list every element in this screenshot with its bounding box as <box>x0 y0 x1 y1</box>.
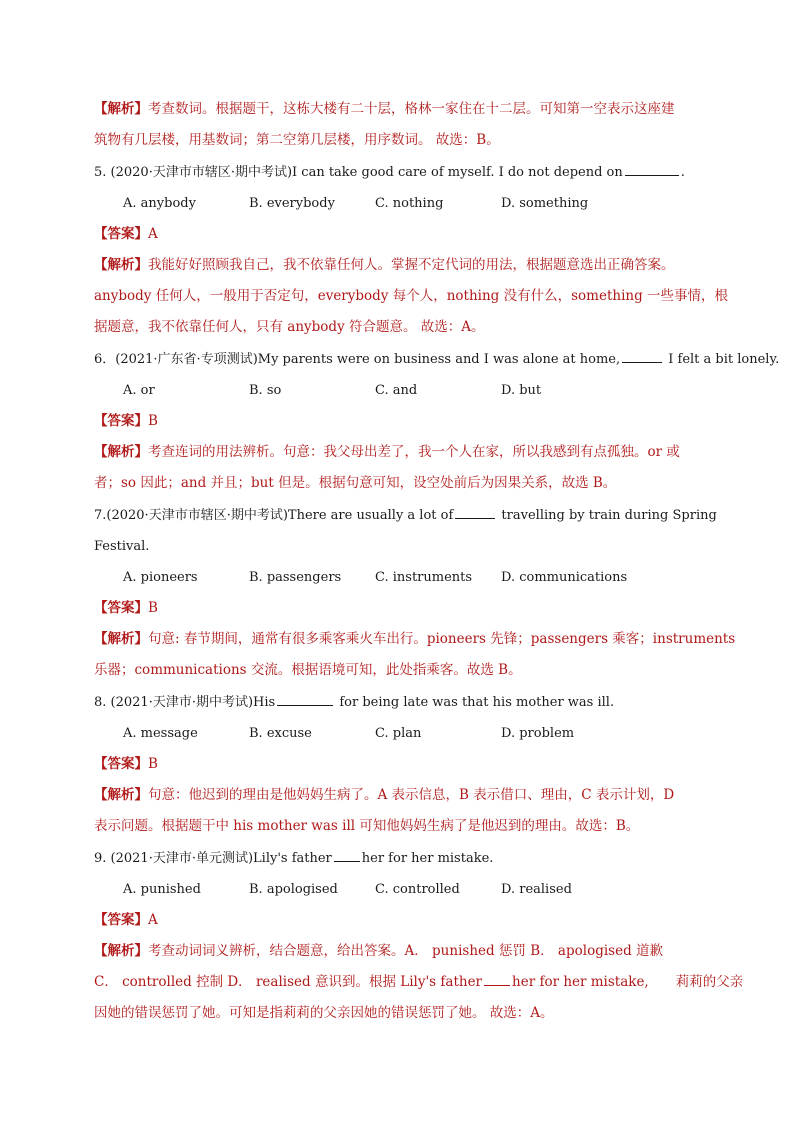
stem-text: I felt a bit lonely. <box>664 352 780 367</box>
analysis-label: 【解析】 <box>94 444 148 460</box>
option-a: A. punished <box>123 882 201 897</box>
option-b: B. apologised <box>249 882 338 897</box>
answer-value: B <box>148 600 158 616</box>
question-5-options <box>123 188 683 219</box>
option-d: D. something <box>501 196 589 211</box>
question-7-stem <box>94 500 717 562</box>
analysis-text: 考查动词词义辨析，结合题意，给出答案。A． punished 惩罚 B． apologised 道歉 <box>148 943 664 959</box>
question-7-options <box>123 562 683 593</box>
option-a: A. anybody <box>123 196 196 211</box>
question-9-answer <box>94 905 700 936</box>
stem-text: for being late was that his mother was ill. <box>335 695 615 710</box>
question-8-options <box>123 718 683 749</box>
answer-blank <box>277 691 333 706</box>
question-5-stem <box>94 157 700 188</box>
answer-label: 【答案】 <box>94 226 148 242</box>
answer-label: 【答案】 <box>94 912 148 928</box>
analysis-text: C． controlled 控制 D． realised 意识到。根据 Lily's father <box>94 974 483 990</box>
question-6-options <box>123 375 683 406</box>
analysis-text: 因她的错误惩罚了她。可知是指莉莉的父亲因她的错误惩罚了她。 故选：A。 <box>94 1005 554 1021</box>
answer-value: A <box>148 226 158 242</box>
analysis-text: 句意：他迟到的理由是他妈妈生病了。A 表示信息，B 表示借口、理由，C 表示计划，D <box>148 787 675 803</box>
option-c: C. instruments <box>375 570 473 585</box>
option-c: C. plan <box>375 726 422 741</box>
answer-blank <box>622 348 662 363</box>
analysis-text: 句意: 春节期间，通常有很多乘客乘火车出行。pioneers 先锋；passengers 乘客；instruments <box>148 631 736 647</box>
stem-text: Festival. <box>94 539 150 554</box>
answer-label: 【答案】 <box>94 413 148 429</box>
analysis-text: 考查连词的用法辨析。句意：我父母出差了，我一个人在家，所以我感到有点孤独。or 或 <box>148 444 680 460</box>
analysis-text: 据题意，我不依靠任何人，只有 anybody 符合题意。 故选：A。 <box>94 319 485 335</box>
option-b: B. excuse <box>249 726 312 741</box>
question-8-answer <box>94 749 700 780</box>
analysis-text: 我能好好照顾我自己，我不依靠任何人。掌握不定代词的用法，根据题意选出正确答案。 <box>148 257 675 273</box>
stem-text: her for her mistake. <box>361 851 494 866</box>
analysis-text: 考查数词。根据题干，这栋大楼有二十层，格林一家住在十二层。可知第一空表示这座建 <box>148 101 675 117</box>
question-5-answer <box>94 219 700 250</box>
question-5-analysis <box>94 250 729 343</box>
question-6-answer <box>94 406 700 437</box>
question-9-options <box>123 874 683 905</box>
option-b: B. everybody <box>249 196 335 211</box>
question-9-analysis <box>94 936 744 1029</box>
question-8-analysis <box>94 780 700 842</box>
analysis-label: 【解析】 <box>94 101 148 117</box>
analysis-text: 者；so 因此；and 并且；but 但是。根据句意可知，设空处前后为因果关系，故选 B。 <box>94 475 617 491</box>
stem-text: travelling by train during Spring <box>497 508 717 523</box>
analysis-text: 筑物有几层楼，用基数词；第二空第几层楼，用序数词。 故选：B。 <box>94 132 500 148</box>
analysis-label: 【解析】 <box>94 787 148 803</box>
option-d: D. but <box>501 383 542 398</box>
option-c: C. and <box>375 383 418 398</box>
question-7-answer <box>94 593 700 624</box>
analysis-text: her for her mistake, 莉莉的父亲 <box>512 974 744 990</box>
option-d: D. problem <box>501 726 575 741</box>
stem-text: 7.(2020·天津市市辖区·期中考试)There are usually a lot of <box>94 508 454 523</box>
answer-value: B <box>148 756 158 772</box>
option-b: B. so <box>249 383 282 398</box>
analysis-text: 乐器；communications 交流。根据语境可知，此处指乘客。故选 B。 <box>94 662 522 678</box>
answer-blank <box>484 971 510 986</box>
stem-text: 8. (2021·天津市·期中考试)His <box>94 695 276 710</box>
option-b: B. passengers <box>249 570 342 585</box>
question-8-stem <box>94 687 700 718</box>
analysis-text: 表示问题。根据题干中 his mother was ill 可知他妈妈生病了是他迟到的理由。故选：B。 <box>94 818 640 834</box>
analysis-label: 【解析】 <box>94 257 148 273</box>
answer-blank <box>455 504 495 519</box>
option-d: D. communications <box>501 570 628 585</box>
question-6-stem <box>94 344 780 375</box>
answer-label: 【答案】 <box>94 756 148 772</box>
analysis-label: 【解析】 <box>94 631 148 647</box>
question-9-stem <box>94 843 700 874</box>
option-a: A. pioneers <box>123 570 198 585</box>
analysis-label: 【解析】 <box>94 943 148 959</box>
option-a: A. message <box>123 726 198 741</box>
option-c: C. controlled <box>375 882 460 897</box>
option-d: D. realised <box>501 882 572 897</box>
stem-text: 5. (2020·天津市市辖区·期中考试)I can take good care of myself. I do not depend on <box>94 165 623 180</box>
prev-analysis <box>94 94 700 156</box>
answer-blank <box>625 161 679 176</box>
stem-text: . <box>680 165 685 180</box>
question-7-analysis <box>94 624 736 686</box>
answer-blank <box>334 847 360 862</box>
option-a: A. or <box>123 383 155 398</box>
answer-value: B <box>148 413 158 429</box>
stem-text: 6．(2021·广东省·专项测试)My parents were on business and I was alone at home, <box>94 352 621 367</box>
answer-value: A <box>148 912 158 928</box>
stem-text: 9. (2021·天津市·单元测试)Lily's father <box>94 851 332 866</box>
option-c: C. nothing <box>375 196 444 211</box>
analysis-text: anybody 任何人，一般用于否定句，everybody 每个人，nothing 没有什么，something 一些事情，根 <box>94 288 729 304</box>
question-6-analysis <box>94 437 700 499</box>
answer-label: 【答案】 <box>94 600 148 616</box>
